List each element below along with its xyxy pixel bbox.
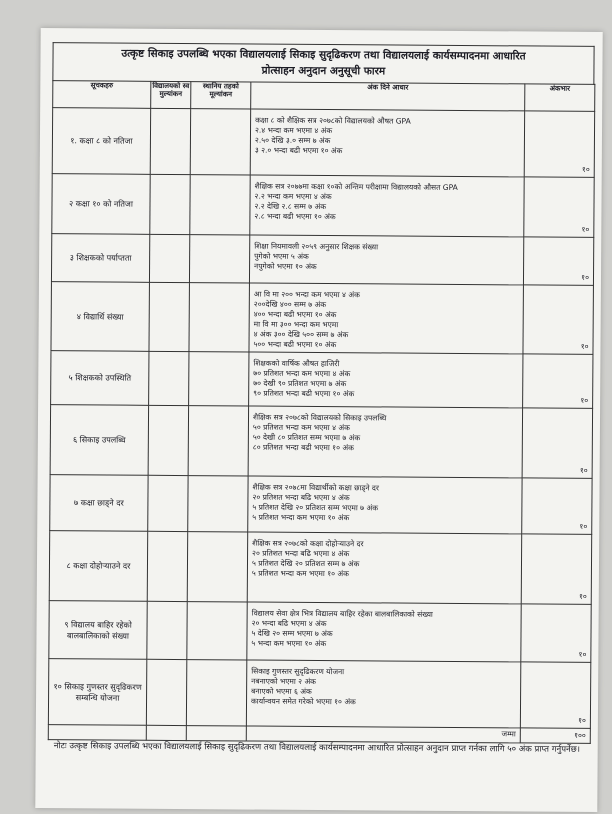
form-header: [52, 42, 594, 85]
basis-line: नपुगेको भएमा १० अंक: [254, 261, 317, 271]
basis-line: २.८ भन्दा बढी भएमा १० अंक: [254, 211, 336, 222]
basis-line: ८० प्रतिशत भन्दा बढी भएमा १० अंक: [252, 442, 354, 453]
basis-line: २.४ भन्दा कम भएमा ४ अंक: [254, 125, 333, 136]
local-eval-cell[interactable]: [190, 175, 250, 235]
basis-line: ५ देखि २० सम्म भएमा ७ अंक: [251, 628, 333, 639]
col-indicator: सूचकहरु: [53, 81, 151, 109]
col-self-eval: विद्यालयको स्व मुल्यांकन: [151, 81, 191, 108]
basis-line: शिक्षा नियमावली २०५९ अनुसार शिक्षक संख्या: [254, 241, 379, 252]
basis-line: बनाएको भएमा ६ अंक: [251, 686, 312, 696]
basis-line: आ वि मा २०० भन्दा कम भएमा ४ अंक: [253, 289, 360, 300]
basis-line: ५० प्रतिशत भन्दा कम भएमा ४ अंक: [252, 422, 350, 433]
basis-line: २० प्रतिशत भन्दा बढि भएमा ४ अंक: [252, 548, 350, 559]
basis-line: ५० देखी ८० प्रतिशत सम्म भएमा ७ अंक: [252, 432, 361, 443]
col-basis: अंक दिने आधार: [251, 82, 525, 111]
score-cell: १०: [523, 354, 593, 408]
score-cell: १०: [524, 111, 594, 177]
table-row: [52, 174, 594, 238]
basis-cell: [249, 283, 523, 354]
basis-cell: [247, 532, 521, 604]
score-cell: १०: [523, 285, 593, 354]
local-eval-cell[interactable]: [189, 283, 249, 352]
basis-line: ५०० भन्दा बढी भएमा १० अंक: [253, 339, 337, 350]
score-cell: १०: [523, 237, 593, 285]
indicator-cell: ५ शिक्षकको उपस्थिति: [51, 351, 149, 406]
basis-line: मा वि मा ३०० भन्दा कम भएमा: [253, 319, 339, 330]
basis-line: ५ प्रतिशत देखि २० प्रतिशत सम्म ७ अंक: [251, 558, 360, 569]
indicator-cell: ८ कक्षा दोहोर्‍याउने दर: [49, 531, 147, 602]
self-eval-cell[interactable]: [150, 174, 190, 234]
score-cell: १०: [521, 534, 591, 604]
indicator-cell: २ कक्षा १० को नतिजा: [52, 174, 150, 235]
self-eval-cell[interactable]: [149, 351, 189, 405]
self-eval-cell[interactable]: [146, 659, 186, 725]
table-row: [51, 234, 593, 286]
basis-line: २० भन्दा बढि भएमा ४ अंक: [251, 618, 327, 629]
indicator-cell: ६ सिकाइ उपलब्धि: [50, 405, 148, 476]
basis-line: २.५० देखि ३.० सम्म ७ अंक: [254, 135, 331, 146]
basis-line: ७० प्रतिशत भन्दा कम भएमा ४ अंक: [253, 368, 351, 379]
basis-line: ५ प्रतिशत भन्दा कम भएमा १० अंक: [251, 568, 349, 579]
total-label: जम्मा: [246, 726, 520, 743]
basis-line: ४०० भन्दा बढी भएमा १० अंक: [253, 309, 337, 320]
self-eval-cell[interactable]: [148, 405, 188, 475]
col-local-eval: स्थानिय तहको मूल्यांकन: [191, 82, 251, 109]
basis-line: कार्यान्वयन समेत गरेको भएमा १० अंक: [251, 696, 356, 707]
indicator-cell: १० सिकाइ गुणस्तर सुदृढिकरण सम्बन्धि योजना: [48, 659, 146, 726]
basis-line: शैक्षिक सत्र २०७८को विद्यालयको सिकाइ उपलब्धि: [252, 412, 387, 423]
table-row: [51, 282, 593, 355]
basis-line: ४ अंक ३०० देखि ५०० सम्म ७ अंक: [253, 329, 349, 340]
local-eval-cell[interactable]: [187, 602, 247, 660]
local-eval-cell[interactable]: [189, 235, 249, 283]
form-title-line2: प्रोत्साहन अनुदान अनुसूची फारम: [261, 64, 386, 78]
table-row: [50, 475, 592, 535]
local-eval-cell[interactable]: [190, 109, 250, 175]
basis-line: ९० प्रतिशत भन्दा बढी भएमा १० अंक: [253, 388, 355, 399]
local-eval-cell[interactable]: [188, 476, 248, 532]
basis-line: सिकाइ गुणस्तर सुदृढिकरण योजना: [251, 666, 345, 677]
basis-line: शिक्षकको वार्षिक औषत हाजिरी: [253, 358, 340, 369]
basis-line: शैक्षिक सत्र २०७८को कक्षा दोहोर्‍याउने दर: [252, 538, 364, 549]
basis-cell: [248, 406, 522, 478]
col-score: अंकभार: [525, 84, 595, 111]
basis-line: २० प्रतिशत भन्दा बढि भएमा ४ अंक: [252, 492, 350, 503]
basis-line: शैक्षिक सत्र २०७८मा विद्यार्थीको कक्षा छाड्ने दर: [252, 482, 380, 493]
basis-line: ५ प्रतिशत भन्दा कम भएमा १० अंक: [252, 512, 350, 523]
self-eval-cell[interactable]: [149, 282, 189, 351]
score-cell: १०: [524, 177, 594, 237]
basis-line: ७० देखी ९० प्रतिशत भएमा ७ अंक: [253, 378, 347, 389]
local-eval-cell[interactable]: [188, 406, 248, 476]
self-eval-cell[interactable]: [150, 108, 190, 174]
local-eval-cell[interactable]: [187, 532, 247, 602]
basis-cell: [247, 602, 521, 662]
basis-cell: [248, 476, 522, 534]
form-sheet: [35, 28, 602, 812]
self-eval-cell[interactable]: [147, 601, 187, 659]
basis-cell: [250, 175, 524, 237]
basis-line: नबनाएको भएमा २ अंक: [251, 676, 317, 686]
table-row: [48, 659, 590, 729]
basis-line: शैक्षिक सत्र २०७७मा कक्षा १०को अन्तिम परीक्षामा विद्यालयको औसत GPA: [254, 181, 458, 192]
self-eval-cell[interactable]: [148, 475, 188, 531]
basis-cell: [250, 109, 524, 177]
score-cell: १०: [520, 662, 590, 728]
table-row: [51, 351, 593, 409]
indicator-cell: ७ कक्षा छाड्ने दर: [50, 475, 148, 532]
basis-line: ५ भन्दा कम भएमा १० अंक: [251, 638, 327, 649]
self-eval-cell[interactable]: [147, 531, 187, 601]
basis-line: पुगेको भएमा ५ अंक: [254, 251, 309, 261]
local-eval-cell[interactable]: [189, 352, 249, 406]
footnote: नोटः उत्कृष्ट सिकाइ उपलब्धि भएका विद्यालयलाई सिकाइ सुदृढिकरण तथा विद्यालयलाई कार्यसम्पादनमा आधारित प्रोत्साहन अनुदान प्राप्त गर्नका लागि ५० अंक प्राप्त गर्नुपर्नेछ।: [53, 741, 580, 755]
table-row: [49, 601, 591, 663]
score-cell: १०: [522, 408, 592, 478]
criteria-table: [48, 80, 596, 744]
score-cell: १०: [522, 478, 592, 534]
basis-line: २००देखि ४०० सम्म ७ अंक: [253, 299, 327, 310]
score-cell: १०: [521, 604, 591, 662]
indicator-cell: ३ शिक्षकको पर्याप्तता: [51, 234, 149, 283]
self-eval-cell[interactable]: [149, 234, 189, 282]
basis-line: ३ २.० भन्दा बढी भएमा १० अंक: [254, 145, 343, 156]
basis-line: विद्यालय सेवा क्षेत्र भित्र विद्यालय बाहिर रहेका बालबालिकाको संख्या: [251, 608, 433, 619]
total-value: १००: [520, 728, 590, 743]
basis-cell: [249, 352, 523, 408]
basis-cell: [246, 660, 520, 728]
basis-line: कक्षा ८ को शैक्षिक सत्र २०७८को विद्यालयको औषत GPA: [255, 115, 411, 126]
basis-line: २.२ भन्दा कम भएमा ४ अंक: [254, 191, 332, 202]
local-eval-cell[interactable]: [186, 660, 246, 726]
table-row: [50, 405, 592, 479]
basis-cell: [249, 235, 523, 285]
indicator-cell: १. कक्षा ८ को नतिजा: [52, 108, 150, 175]
table-header-row: [53, 81, 595, 112]
form-title-line1: उत्कृष्ट सिकाइ उपलब्धि भएका विद्यालयलाई सिकाइ सुदृढिकरण तथा विद्यालयलाई कार्यसम्पादनमा आधारित: [121, 47, 526, 63]
table-row: [49, 531, 591, 605]
basis-line: २.२ देखि २.८ सम्म ७ अंक: [254, 201, 327, 212]
indicator-cell: ९ विद्यालय बाहिर रहेको बालबालिकाको संख्या: [49, 601, 147, 660]
basis-line: ५ प्रतिशत देखि २० प्रतिशत सम्म भएमा ७ अंक: [252, 502, 379, 513]
indicator-cell: ४ विद्यार्थि संख्या: [51, 282, 149, 352]
table-row: [52, 108, 594, 178]
